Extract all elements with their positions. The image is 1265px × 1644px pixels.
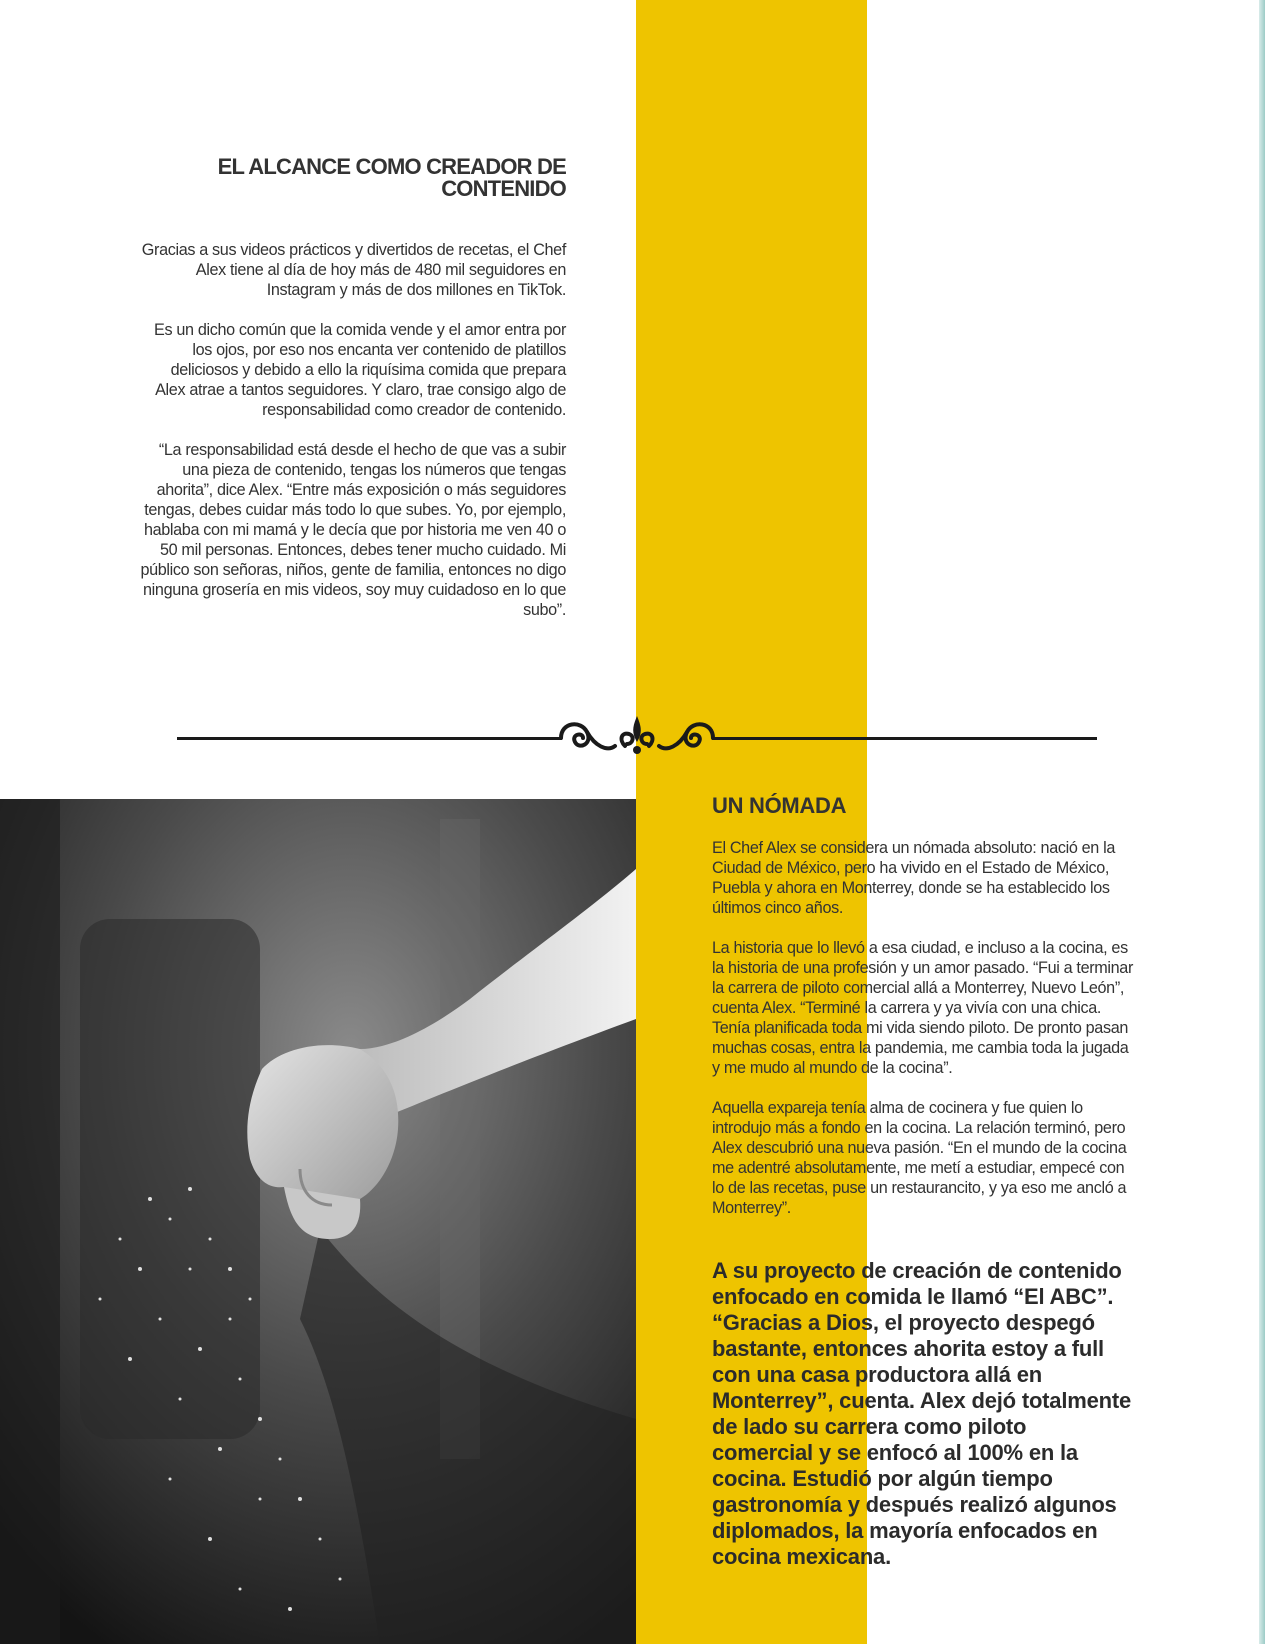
pull-quote-callout: A su proyecto de creación de contenido enfocado en comida le llamó “El ABC”. “Gracias a Dios, el proyecto despegó bastante, entonces ahorita estoy a full con una casa productora allá en Monterrey”, cuenta. Alex dejó totalmente de lado su carrera como piloto comercial y se enfocó al 100% en la cocina. Estudió por algún tiempo gastronomía y después realizó algunos diplomados, la mayoría enfocados en cocina mexicana.: [712, 1258, 1132, 1569]
right-column-text: [712, 838, 1136, 1238]
page-edge: [1259, 0, 1265, 1644]
section-title-line-2: CONTENIDO: [441, 176, 566, 201]
paragraph: La historia que lo llevó a esa ciudad, e incluso a la cocina, es la historia de una profesión y un amor pasado. “Fui a terminar la carrera de piloto comercial allá a Monterrey, Nuevo León”, cuenta Alex. “Terminé la carrera y ya vivía con una chica. Tenía planificada toda mi vida siendo piloto. De pronto pasan muchas cosas, entra la pandemia, me cambia toda la jugada y me mudo al mundo de la cocina”.: [712, 939, 1133, 1077]
paragraph: “La responsabilidad está desde el hecho de que vas a subir una pieza de contenido, tengas los números que tengas ahorita”, dice Alex. “Entre más exposición o más seguidores tengas, debes cuidar más todo lo que subes. Yo, por ejemplo, hablaba con mi mamá y le decía que por historia me ven 40 o 50 mil personas. Entonces, debes tener mucho cuidado. Mi público son señoras, niños, gente de familia, entonces no digo ninguna grosería en mis videos, soy muy cuidadoso en lo que subo”.: [140, 441, 566, 619]
section-title-line-1: EL ALCANCE COMO CREADOR DE: [217, 154, 566, 179]
paragraph: El Chef Alex se considera un nómada absoluto: nació en la Ciudad de México, pero ha vivido en el Estado de México, Puebla y ahora en Monterrey, donde se ha establecido los últimos cinco años.: [712, 839, 1115, 917]
scroll-flourish-icon: [557, 712, 717, 764]
divider-line-right: [712, 737, 1097, 740]
chef-hand-sprinkling-salt-photo: [0, 799, 636, 1644]
section-title-nomada: UN NÓMADA: [712, 793, 847, 818]
section-title-alcance: [150, 156, 566, 200]
divider-line-left: [177, 737, 562, 740]
left-column-text: [140, 240, 566, 640]
photo-illustration: [0, 799, 636, 1644]
paragraph: Aquella expareja tenía alma de cocinera y fue quien lo introdujo más a fondo en la cocina. La relación terminó, pero Alex descubrió una nueva pasión. “En el mundo de la cocina me adentré absolutamente, me metí a estudiar, empecé con lo de las recetas, puse un restaurancito, y ya eso me ancló a Monterrey”.: [712, 1099, 1127, 1217]
paragraph: Es un dicho común que la comida vende y el amor entra por los ojos, por eso nos encanta ver contenido de platillos deliciosos y debido a ello la riquísima comida que prepara Alex atrae a tantos seguidores. Y claro, trae consigo algo de responsabilidad como creador de contenido.: [154, 321, 566, 419]
paragraph: Gracias a sus videos prácticos y divertidos de recetas, el Chef Alex tiene al día de hoy más de 480 mil seguidores en Instagram y más de dos millones en TikTok.: [141, 241, 566, 299]
